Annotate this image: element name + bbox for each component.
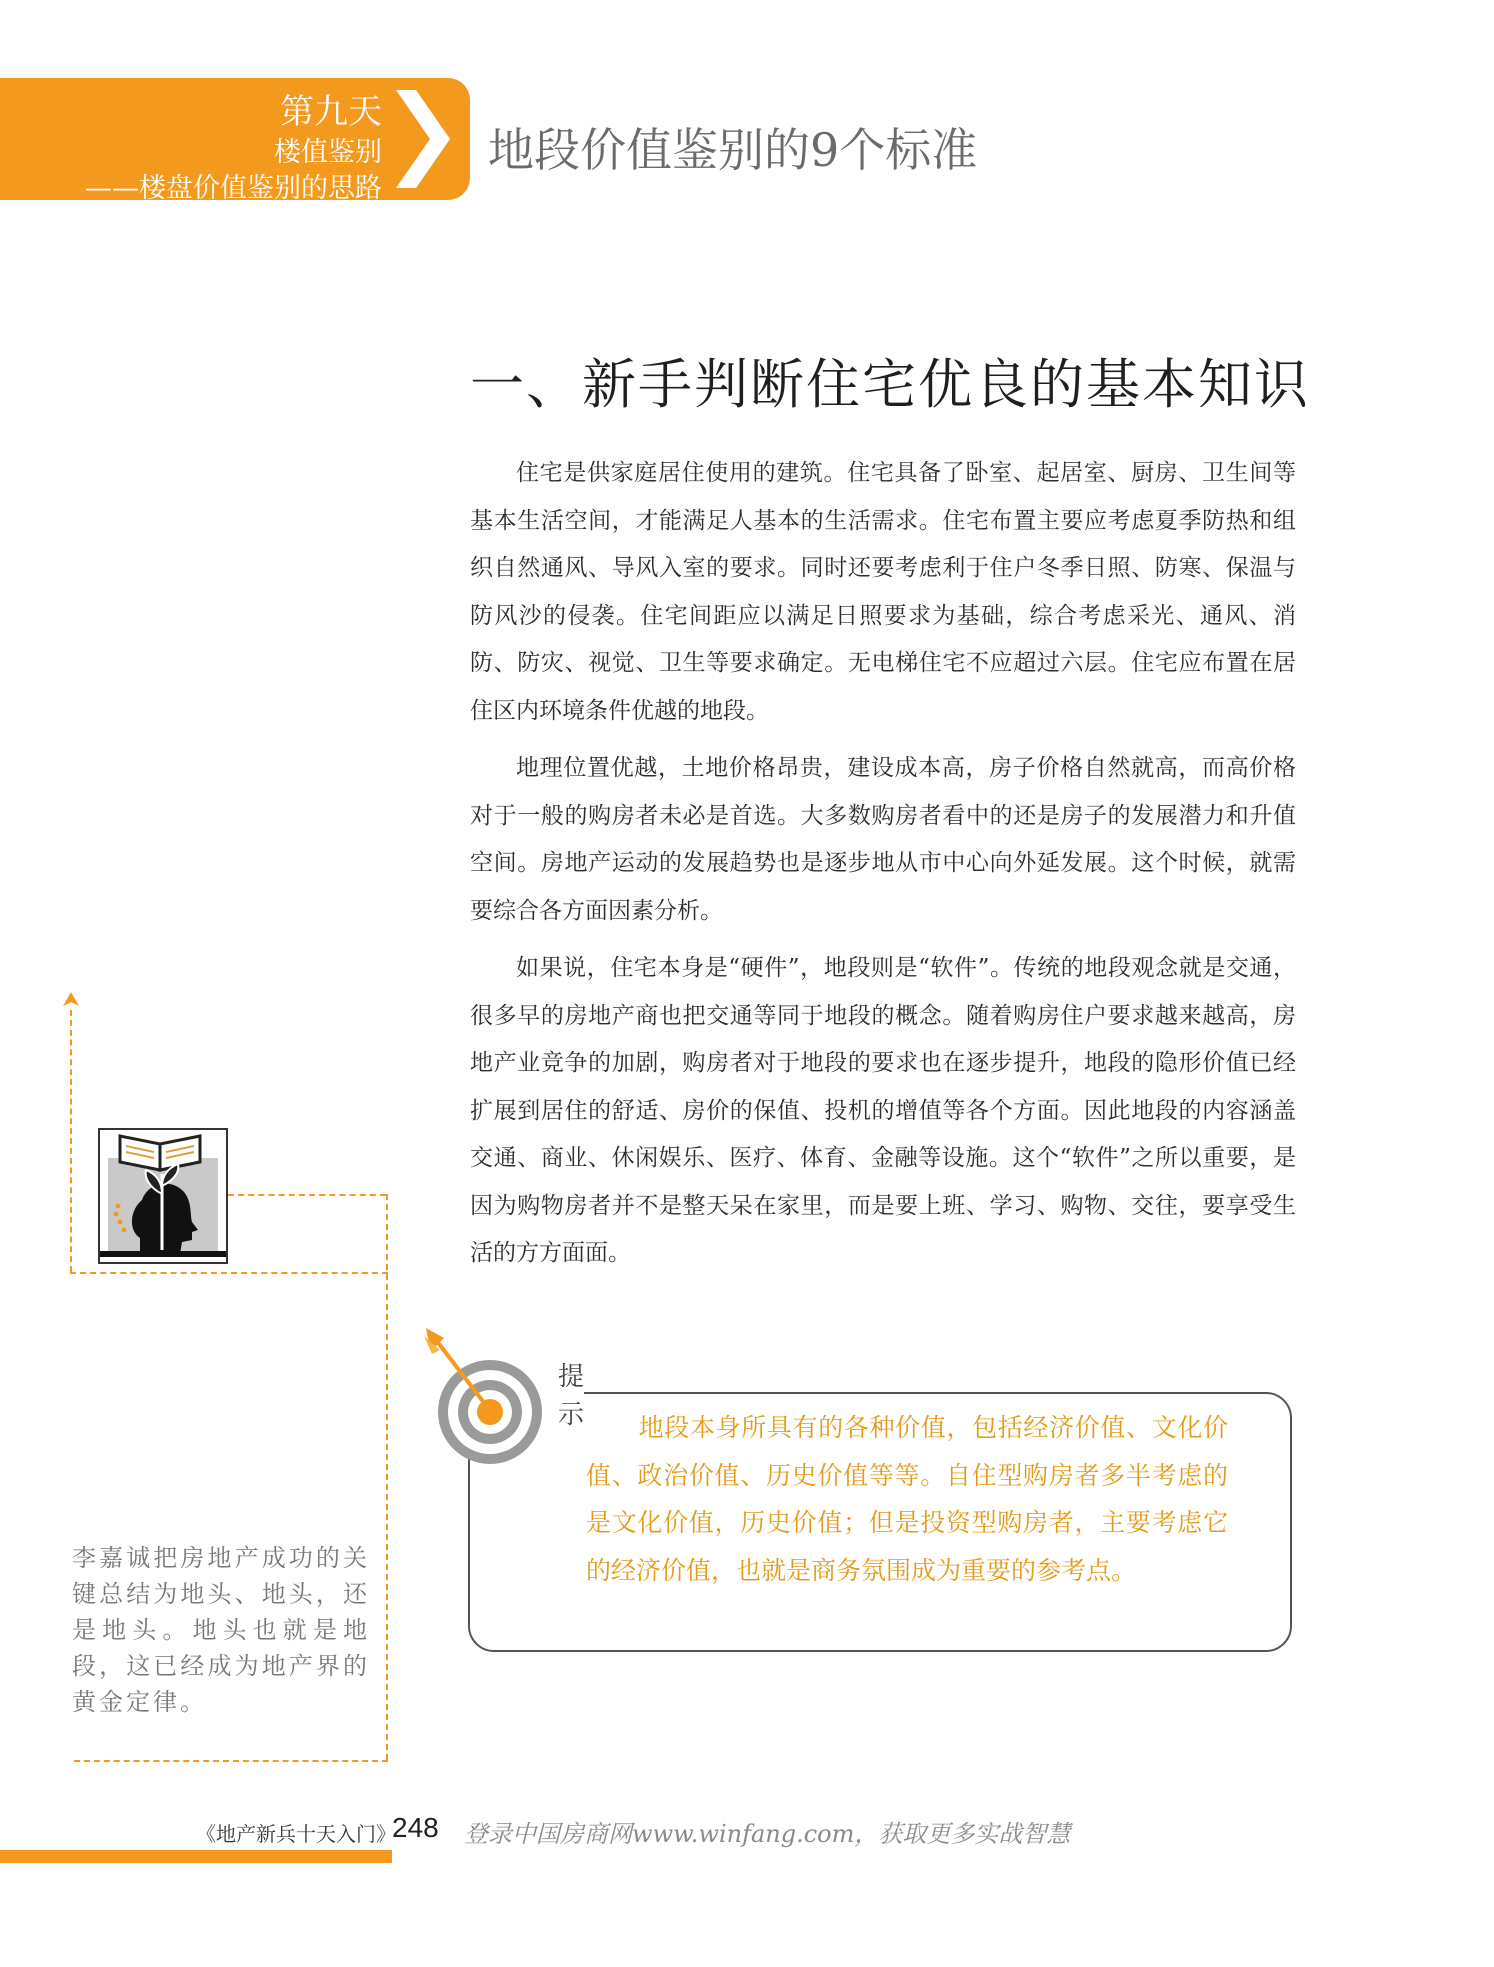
page-number: 248: [392, 1812, 439, 1843]
footer-book-title: 《地产新兵十天入门》: [196, 1822, 396, 1846]
body-text: [470, 450, 1296, 1288]
dashed-line: [70, 1010, 72, 1272]
tip-text-content: 地段本身所具有的各种价值，包括经济价值、文化价值、政治价值、历史价值等等。自住型购房者多半考虑的是文化价值，历史价值；但是投资型购房者，主要考虑它的经济价值，也就是商务氛围成为重要的参考点。: [586, 1413, 1228, 1585]
paragraph: 地理位置优越，土地价格昂贵，建设成本高，房子价格自然就高，而高价格对于一般的购房者未必是首选。大多数购房者看中的还是房子的发展潜力和升值空间。房地产运动的发展趋势也是逐步地从市中心向外延发展。这个时候，就需要综合各方面因素分析。: [470, 755, 1296, 924]
tip-label-char: 示: [557, 1400, 584, 1430]
chevron-right-icon: [392, 86, 454, 192]
chapter-day: 第九天: [280, 92, 382, 132]
dashed-line: [228, 1194, 386, 1196]
tip-label: [554, 1358, 588, 1434]
chapter-topic: 楼值鉴别: [274, 137, 382, 168]
sidebar-quote: 李嘉诚把房地产成功的关键总结为地头、地头，还是地头。地头也就是地段，这已经成为地产界的黄金定律。: [72, 1544, 370, 1716]
arrow-up-icon: [63, 992, 79, 1012]
tip-text: [586, 1404, 1228, 1594]
dashed-line: [70, 1272, 388, 1274]
tip-label-char: 提: [557, 1362, 584, 1392]
footer-slogan: 登录中国房商网www.winfang.com，获取更多实战智慧: [464, 1820, 1071, 1848]
chapter-subtopic: ——楼盘价值鉴别的思路: [85, 173, 382, 204]
dashed-line: [74, 1760, 388, 1762]
target-arrow-icon: [418, 1328, 548, 1468]
chapter-banner: [0, 78, 470, 204]
page-title: 地段价值鉴别的9个标准: [488, 123, 978, 177]
book-head-plant-icon: [98, 1128, 228, 1264]
paragraph: 住宅是供家庭居住使用的建筑。住宅具备了卧室、起居室、厨房、卫生间等基本生活空间，才能满足人基本的生活需求。住宅布置主要应考虑夏季防热和组织自然通风、导风入室的要求。同时还要考虑利于住户冬季日照、防寒、保温与防风沙的侵袭。住宅间距应以满足日照要求为基础，综合考虑采光、通风、消防、防灾、视觉、卫生等要求确定。无电梯住宅不应超过六层。住宅应布置在居住区内环境条件优越的地段。: [470, 460, 1296, 724]
section-heading: 一、新手判断住宅优良的基本知识: [470, 353, 1310, 416]
footer-bar: [0, 1850, 392, 1863]
dashed-line: [386, 1194, 388, 1760]
paragraph: 如果说，住宅本身是“硬件”，地段则是“软件”。传统的地段观念就是交通，很多早的房地产商也把交通等同于地段的概念。随着购房住户要求越来越高，房地产业竞争的加剧，购房者对于地段的要求也在逐步提升，地段的隐形价值已经扩展到居住的舒适、房价的保值、投机的增值等各个方面。因此地段的内容涵盖交通、商业、休闲娱乐、医疗、体育、金融等设施。这个“软件”之所以重要，是因为购物房者并不是整天呆在家里，而是要上班、学习、购物、交往，要享受生活的方方面面。: [470, 955, 1296, 1266]
